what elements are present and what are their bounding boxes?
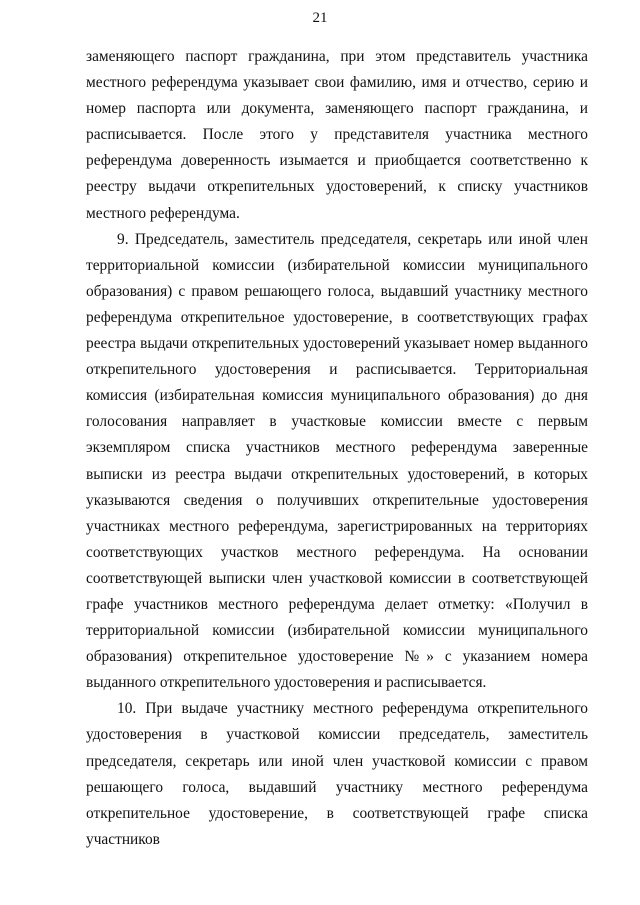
page-number: 21 xyxy=(312,10,328,26)
document-body xyxy=(86,44,588,853)
paragraph-item-10: 10. При выдаче участнику местного референдума открепительного удостоверения в участковой комиссии председатель, заместитель председателя, секретарь или иной член участковой комиссии с правом решающего голоса, выдавший участнику местного референдума открепительное удостоверение, в соответствующей графе списка участников xyxy=(86,700,588,848)
paragraph-item-9: 9. Председатель, заместитель председателя, секретарь или иной член территориальной комиссии (избирательной комиссии муниципального образования) с правом решающего голоса, выдавший участнику местного референдума открепительное удостоверение, в соответствующих графах реестра выдачи открепительных удостоверений указывает номер выданного открепительного удостоверения и расписывается. Территориальная комиссия (избирательная комиссия муниципального образования) до дня голосования направляет в участковые комиссии вместе с первым экземпляром списка участников местного референдума заверенные выписки из реестра выдачи открепительных удостоверений, в которых указываются сведения о получивших открепительные удостоверения участниках местного референдума, зарегистрированных на территориях соответствующих участков местного референдума. На основании соответствующей выписки член участковой комиссии в соответствующей графе участников местного референдума делает отметку: «Получил в территориальной комиссии (избирательной комиссии муниципального образования) открепительное удостоверение №» с указанием номера выданного открепительного удостоверения и расписывается. xyxy=(86,230,588,692)
paragraph-continuation: заменяющего паспорт гражданина, при этом представитель участника местного референдума указывает свои фамилию, имя и отчество, серию и номер паспорта или документа, заменяющего паспорт гражданина, и расписывается. После этого у представителя участника местного референдума доверенность изымается и приобщается соответственно к реестру выдачи открепительных удостоверений, к списку участников местного референдума. xyxy=(86,48,588,222)
